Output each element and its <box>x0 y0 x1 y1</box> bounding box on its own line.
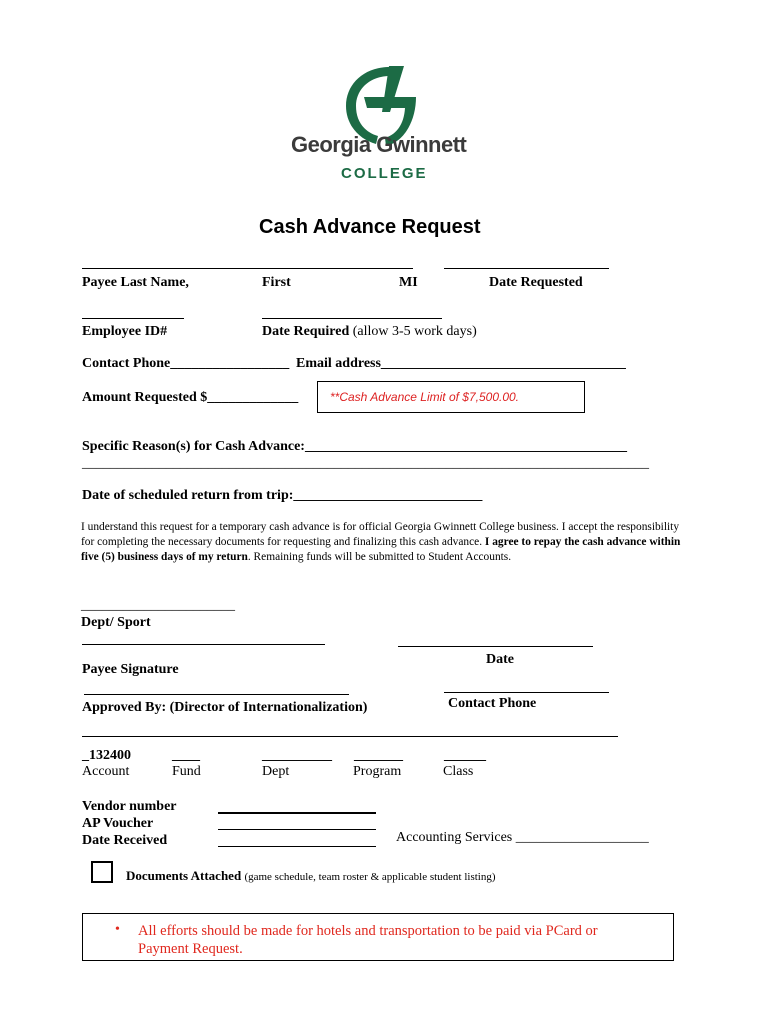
fund-blank[interactable]: ____ <box>172 748 200 763</box>
return-date-field[interactable]: Date of scheduled return from trip:___________________________ <box>82 488 483 503</box>
payee-mi-label: MI <box>399 275 418 290</box>
contact-phone-label: Contact Phone <box>448 696 537 711</box>
date-required-note: (allow 3-5 work days) <box>352 324 477 339</box>
accounting-services-field[interactable]: Accounting Services ___________________ <box>396 830 649 845</box>
approver-signature-blank[interactable] <box>84 694 349 695</box>
payment-notice-text: All efforts should be made for hotels and transportation to be paid via PCard or Payment Request. <box>138 923 598 957</box>
college-logo <box>286 62 486 187</box>
employee-id-label: Employee ID# <box>82 324 168 339</box>
specific-reason-field[interactable]: Specific Reason(s) for Cash Advance:______________________________________________ <box>82 439 627 454</box>
agreement-text-2: . Remaining funds will be submitted to Student Accounts. <box>247 551 512 563</box>
ap-voucher-label: AP Voucher <box>82 816 154 831</box>
date-label: Date <box>486 652 514 667</box>
class-label: Class <box>443 764 474 779</box>
vendor-number-blank[interactable] <box>218 812 376 814</box>
section-divider <box>82 736 618 737</box>
ap-voucher-blank[interactable] <box>218 829 376 830</box>
program-blank[interactable]: _______ <box>354 748 403 763</box>
documents-attached-field <box>126 868 496 884</box>
amount-requested-field[interactable]: Amount Requested $_____________ <box>82 390 299 405</box>
payee-last-name-label: Payee Last Name, <box>82 275 189 290</box>
vendor-number-label: Vendor number <box>82 799 177 814</box>
documents-attached-checkbox[interactable] <box>91 861 113 883</box>
cash-advance-limit-box <box>317 381 585 413</box>
documents-attached-note: (game schedule, team roster & applicable student listing) <box>244 871 496 883</box>
cash-advance-limit-note: **Cash Advance Limit of $7,500.00. <box>330 390 520 404</box>
payee-signature-label: Payee Signature <box>82 662 179 677</box>
date-required-field <box>262 324 477 340</box>
program-label: Program <box>353 764 402 779</box>
signature-date-blank[interactable] <box>398 646 593 647</box>
payee-name-blank[interactable] <box>82 268 413 269</box>
date-received-blank[interactable] <box>218 846 376 847</box>
class-blank[interactable]: ______ <box>444 748 486 763</box>
employee-id-blank[interactable] <box>82 318 184 319</box>
dept-sport-label: Dept/ Sport <box>81 615 151 630</box>
agreement-repay-clause: I agree to repay the cash advance within five (5) business days of my return <box>81 536 681 563</box>
notice-bullet-icon: • <box>115 922 120 937</box>
dept-label: Dept <box>262 764 290 779</box>
approver-phone-blank[interactable] <box>444 692 609 693</box>
dept-blank[interactable]: __________ <box>262 748 332 763</box>
payment-notice-box <box>82 913 674 961</box>
payee-first-label: First <box>262 275 291 290</box>
date-required-blank[interactable] <box>262 318 442 319</box>
approved-by-label: Approved By: (Director of Internationalization) <box>82 700 368 715</box>
page-title: Cash Advance Request <box>259 216 481 238</box>
specific-reason-line2[interactable]: _________________________________________________________________________________ <box>82 456 649 471</box>
email-address-field[interactable]: Email address___________________________________ <box>296 356 626 371</box>
logo-line1: Georgia Gwinnett <box>291 132 467 157</box>
date-required-label: Date Required <box>262 324 350 339</box>
logo-line2: COLLEGE <box>341 165 428 182</box>
contact-phone-field[interactable]: Contact Phone_________________ <box>82 356 290 371</box>
payee-signature-blank[interactable] <box>82 644 325 645</box>
agreement-text-1: I understand this request for a temporary cash advance is for official Georgia Gwinnett College business. I accept the responsibility for completing the necessary documents for requesting and finalizing this cash advance. <box>81 521 680 548</box>
agreement-statement <box>81 520 691 565</box>
dept-sport-blank[interactable]: ______________________ <box>81 598 235 613</box>
account-label: Account <box>82 764 130 779</box>
date-received-label: Date Received <box>82 833 168 848</box>
date-requested-label: Date Requested <box>489 275 583 290</box>
documents-attached-label: Documents Attached <box>126 868 242 883</box>
date-requested-blank[interactable] <box>444 268 609 269</box>
fund-label: Fund <box>172 764 201 779</box>
account-value: _132400 <box>82 748 131 763</box>
